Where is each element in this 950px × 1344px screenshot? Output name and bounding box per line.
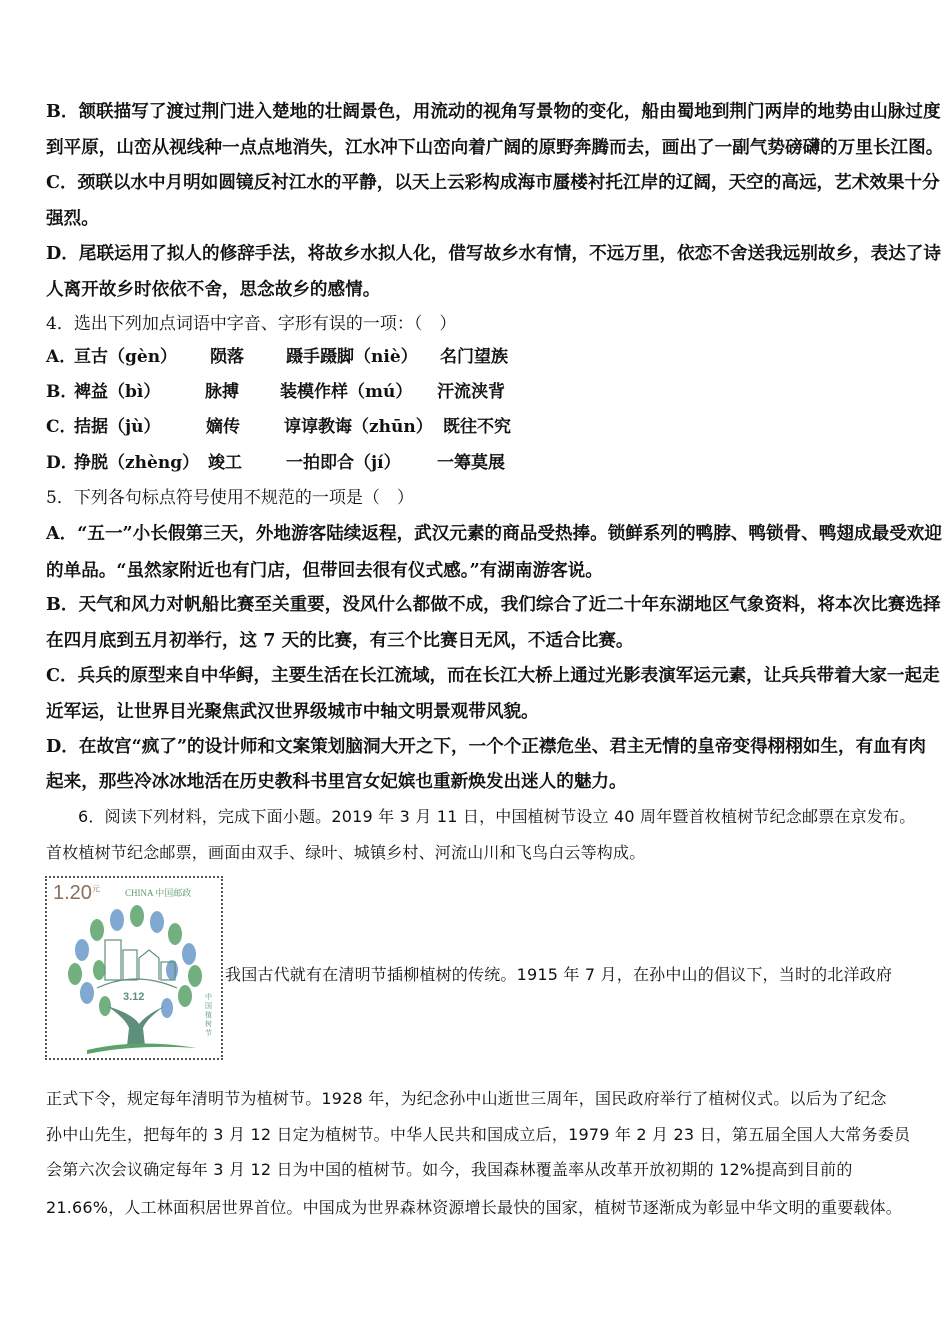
q3-option-b-line1: B．颔联描写了渡过荆门进入楚地的壮阔景色，用流动的视角写景物的变化，船由蜀地到荆门两岸的地势由山脉过度	[46, 101, 941, 122]
option-word: 嫡传	[206, 417, 240, 437]
q6-intro-line1: 6．阅读下列材料，完成下面小题。2019 年 3 月 11 日，中国植树节设立 40 周年暨首枚植树节纪念邮票在京发布。	[78, 807, 916, 826]
q5-option-d-line2: 起来，那些冷冰冰地活在历史教科书里宫女妃嫔也重新焕发出迷人的魅力。	[46, 771, 627, 792]
option-label: D．	[46, 453, 78, 473]
tree-trunk-hands	[107, 1006, 165, 1046]
q5-stem: 5．下列各句标点符号使用不规范的一项是（ ）	[46, 488, 414, 508]
tree-illustration	[47, 878, 221, 1058]
stamp-unit: 元	[91, 884, 100, 894]
stamp-country: CHINA 中国邮政	[125, 888, 192, 898]
option-label: B．	[46, 382, 78, 402]
q5-option-b-line1: B．天气和风力对帆船比赛至关重要，没风什么都做不成，我们综合了近二十年东湖地区气象资料，将本次比赛选择	[46, 594, 941, 615]
option-word: 谆谆教诲（zhūn）	[284, 417, 433, 437]
stamp-vertical-text: 中国植树节	[205, 993, 212, 1037]
q5-option-b-line2: 在四月底到五月初举行，这 7 天的比赛，有三个比赛日无风，不适合比赛。	[46, 630, 634, 651]
town-buildings	[97, 940, 177, 988]
q5-option-c-line1: C．兵兵的原型来自中华鲟，主要生活在长江流域，而在长江大桥上通过光影表演军运元素，让兵兵带着大家一起走	[46, 665, 940, 686]
option-word: 蹑手蹑脚（niè）	[286, 347, 418, 367]
option-word: 汗流浃背	[437, 382, 505, 402]
option-word: 装模作样（mú）	[280, 382, 413, 402]
option-word: 脉搏	[205, 382, 239, 402]
q3-option-c-line1: C．颈联以水中月明如圆镜反衬江水的平静，以天上云彩构成海市蜃楼衬托江岸的辽阔，天空的高远，艺术效果十分	[46, 172, 940, 193]
option-word: 亘古（gèn）	[74, 347, 178, 367]
q6-text-line: 会第六次会议确定每年 3 月 12 日为中国的植树节。如今，我国森林覆盖率从改革开放初期的 12%提高到目前的	[46, 1160, 853, 1179]
option-word: 竣工	[208, 453, 242, 473]
option-label: A．	[46, 347, 77, 367]
q5-option-c-line2: 近军运，让世界目光聚焦武汉世界级城市中轴文明景观带风貌。	[46, 701, 539, 722]
stamp-date: 3.12	[123, 991, 145, 1003]
q5-option-d-line1: D．在故宫“疯了”的设计师和文案策划脑洞大开之下，一个个正襟危坐、君主无情的皇帝变得栩栩如生，有血有肉	[46, 736, 927, 757]
option-word: 一拍即合（jí）	[286, 453, 401, 473]
option-word: 陨落	[210, 347, 244, 367]
q4-stem: 4．选出下列加点词语中字音、字形有误的一项：（ ）	[46, 314, 457, 334]
q3-option-d-line1: D．尾联运用了拟人的修辞手法，将故乡水拟人化，借写故乡水有情，不远万里，依恋不舍送我远别故乡，表达了诗	[46, 243, 941, 264]
q3-option-c-line2: 强烈。	[46, 208, 99, 229]
option-word: 既往不究	[443, 417, 511, 437]
option-word: 一筹莫展	[437, 453, 505, 473]
q5-option-a-line1: A．“五一”小长假第三天，外地游客陆续返程，武汉元素的商品受热捧。锁鲜系列的鸭脖、鸭锁骨、鸭翅成最受欢迎	[46, 523, 942, 544]
q3-option-b-line2: 到平原，山峦从视线种一点点地消失，江水冲下山峦向着广阔的原野奔腾而去，画出了一副气势磅礴的万里长江图。	[46, 137, 944, 158]
river-waves	[87, 1043, 197, 1054]
q6-text-line: 孙中山先生，把每年的 3 月 12 日定为植树节。中华人民共和国成立后，1979 年 2 月 23 日，第五届全国人大常务委员	[46, 1125, 911, 1144]
arbor-day-stamp-image	[45, 876, 223, 1060]
q6-text-beside-image: 我国古代就有在清明节插柳植树的传统。1915 年 7 月，在孙中山的倡议下，当时的北洋政府	[225, 965, 893, 984]
q6-text-line: 21.66%，人工林面积居世界首位。中国成为世界森林资源增长最快的国家，植树节逐渐成为彰显中华文明的重要载体。	[46, 1198, 903, 1217]
option-word: 名门望族	[440, 347, 508, 367]
q3-option-d-line2: 人离开故乡时依依不舍，思念故乡的感情。	[46, 279, 381, 300]
option-word: 挣脱（zhèng）	[74, 453, 200, 473]
q6-intro-line2: 首枚植树节纪念邮票，画面由双手、绿叶、城镇乡村、河流山川和飞鸟白云等构成。	[46, 843, 646, 862]
stamp-value-number: 1.20	[53, 882, 92, 904]
option-word: 裨益（bì）	[74, 382, 161, 402]
option-label: C．	[46, 417, 77, 437]
q6-text-line: 正式下令，规定每年清明节为植树节。1928 年，为纪念孙中山逝世三周年，国民政府举行了植树仪式。以后为了纪念	[46, 1089, 887, 1108]
option-word: 拮据（jù）	[74, 417, 161, 437]
q5-option-a-line2: 的单品。“虽然家附近也有门店，但带回去很有仪式感。”有湖南游客说。	[46, 560, 603, 581]
